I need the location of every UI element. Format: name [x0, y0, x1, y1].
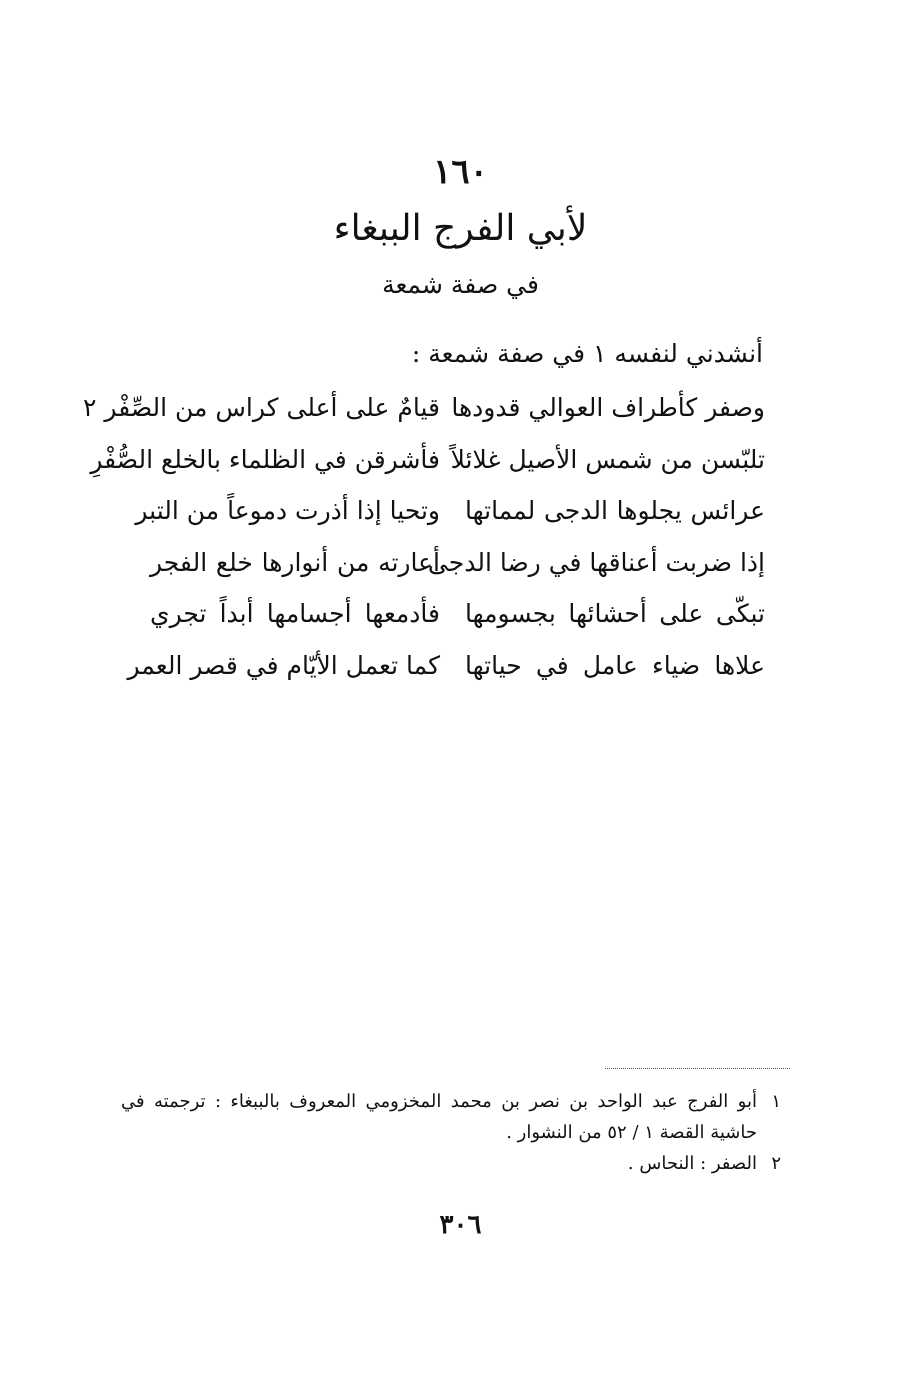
verse-second-hemistich: كما تعمل الأيّام في قصر العمر	[127, 650, 440, 680]
verse-first-hemistich: عرائس يجلوها الدجى لمماتها	[465, 496, 765, 525]
footnote-number: ٢	[771, 1153, 781, 1174]
footnote-text: الصفر : النحاس .	[627, 1153, 757, 1174]
poem-subtitle: في صفة شمعة	[382, 270, 539, 299]
footnote	[121, 1086, 781, 1148]
verse-second-hemistich: فأدمعها أجسامها أبداً تجري	[150, 599, 440, 628]
verse-line	[127, 646, 765, 698]
poem-verses	[83, 388, 765, 697]
footnote-number: ١	[771, 1091, 781, 1112]
verse-second-hemistich: قيامٌ على أعلى كراس من الصِّفْر ٢	[83, 393, 440, 422]
verse-line	[150, 594, 765, 646]
footnote	[121, 1148, 781, 1179]
poet-title: لأبي الفرج الببغاء	[333, 208, 588, 249]
verse-first-hemistich: وصفر كأطراف العوالي قدودها	[451, 393, 765, 422]
verse-second-hemistich: وتحيا إذا أذرت دموعاً من التبر	[135, 496, 440, 525]
verse-line	[90, 440, 765, 492]
verse-line	[135, 491, 765, 543]
verse-line	[150, 543, 765, 595]
verse-first-hemistich: علاها ضياء عامل في حياتها	[465, 650, 765, 680]
verse-first-hemistich: إذا ضربت أعناقها في رضا الدجى	[427, 547, 765, 577]
footnotes	[121, 1086, 781, 1179]
footnote-divider	[605, 1068, 790, 1069]
verse-first-hemistich: تبكّى على أحشائها بجسومها	[465, 599, 765, 628]
verse-second-hemistich: أعارته من أنوارها خلع الفجر	[150, 547, 440, 577]
verse-first-hemistich: تلبّسن من شمس الأصيل غلائلاً	[450, 444, 765, 474]
footnote-text: أبو الفرج عبد الواحد بن نصر بن محمد المخزومي المعروف بالببغاء : ترجمته في حاشية القصة ١ / ٥٢ من النشوار .	[121, 1091, 757, 1143]
poem-number: ١٦٠	[433, 152, 488, 192]
intro-line: أنشدني لنفسه ١ في صفة شمعة :	[411, 339, 763, 368]
page-number: ٣٠٦	[439, 1210, 482, 1240]
verse-line	[83, 388, 765, 440]
verse-second-hemistich: فأشرقن في الظلماء بالخلع الصُّفْرِ	[90, 444, 440, 474]
